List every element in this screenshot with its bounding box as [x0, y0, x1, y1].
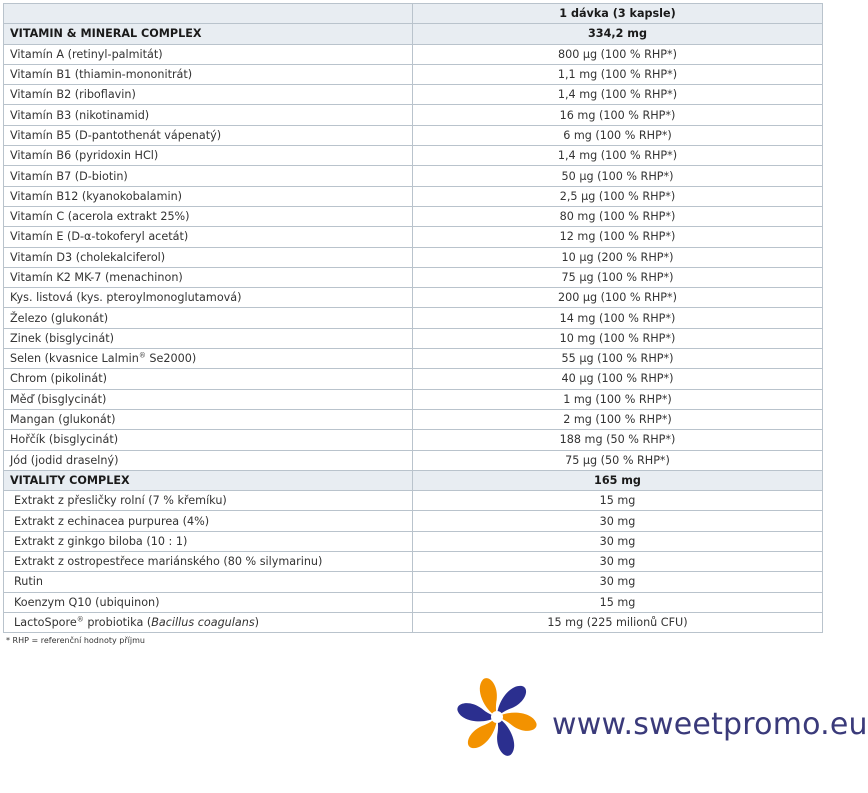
table-header-row — [4, 4, 823, 24]
ingredient-name-text: Měď (bisglycinát) — [10, 392, 107, 406]
ingredient-name — [4, 166, 413, 186]
ingredient-name-text: Rutin — [14, 575, 43, 589]
ingredient-name — [4, 612, 413, 632]
section-total: 165 mg — [413, 470, 823, 490]
table-row — [4, 369, 823, 389]
ingredient-amount: 188 mg (50 % RHP*) — [413, 430, 823, 450]
ingredient-name — [4, 206, 413, 226]
table-row — [4, 267, 823, 287]
ingredient-amount: 1 mg (100 % RHP*) — [413, 389, 823, 409]
ingredient-name-text: Železo (glukonát) — [10, 311, 109, 325]
ingredient-amount: 200 µg (100 % RHP*) — [413, 288, 823, 308]
nutrition-table-body — [4, 4, 823, 633]
table-row — [4, 389, 823, 409]
table-row — [4, 531, 823, 551]
ingredient-name-text: Vitamín B1 (thiamin-mononitrát) — [10, 68, 193, 82]
ingredient-amount: 30 mg — [413, 552, 823, 572]
table-row — [4, 552, 823, 572]
registered-mark: ® — [138, 351, 146, 360]
ingredient-name — [4, 511, 413, 531]
ingredient-amount: 2 mg (100 % RHP*) — [413, 409, 823, 429]
table-row — [4, 227, 823, 247]
flower-logo-icon — [452, 672, 542, 762]
logo-petal — [497, 686, 526, 717]
ingredient-amount: 10 µg (200 % RHP*) — [413, 247, 823, 267]
ingredient-name — [4, 267, 413, 287]
section-title: VITALITY COMPLEX — [4, 470, 413, 490]
table-row — [4, 592, 823, 612]
ingredient-name-text: Chrom (pikolinát) — [10, 372, 107, 386]
ingredient-amount: 15 mg (225 milionů CFU) — [413, 612, 823, 632]
nutrition-table — [3, 3, 823, 633]
table-row — [4, 125, 823, 145]
table-row — [4, 450, 823, 470]
footnote: * RHP = referenční hodnoty příjmu — [6, 636, 145, 645]
table-row — [4, 288, 823, 308]
ingredient-name — [4, 125, 413, 145]
ingredient-name — [4, 531, 413, 551]
ingredient-name-text: Vitamín C (acerola extrakt 25%) — [10, 210, 190, 224]
table-row — [4, 612, 823, 632]
ingredient-name — [4, 44, 413, 64]
sweetpromo-logo-mark — [452, 672, 542, 762]
table-row — [4, 64, 823, 84]
ingredient-name-text: Vitamín B7 (D-biotin) — [10, 169, 128, 183]
ingredient-amount: 1,1 mg (100 % RHP*) — [413, 64, 823, 84]
sweetpromo-url: www.sweetpromo.eu — [552, 707, 868, 742]
ingredient-name — [4, 491, 413, 511]
ingredient-name — [4, 105, 413, 125]
ingredient-amount: 1,4 mg (100 % RHP*) — [413, 85, 823, 105]
ingredient-name-text: Jód (jodid draselný) — [10, 453, 119, 467]
ingredient-name — [4, 409, 413, 429]
table-row — [4, 328, 823, 348]
ingredient-name — [4, 389, 413, 409]
ingredient-name-text: Hořčík (bisglycinát) — [10, 433, 119, 447]
table-row — [4, 349, 823, 369]
ingredient-name — [4, 64, 413, 84]
ingredient-amount: 30 mg — [413, 511, 823, 531]
ingredient-amount: 14 mg (100 % RHP*) — [413, 308, 823, 328]
ingredient-name-text: Extrakt z ostropestřece mariánského (80 % silymarinu) — [14, 555, 323, 569]
ingredient-name — [4, 349, 413, 369]
table-row — [4, 206, 823, 226]
table-row — [4, 308, 823, 328]
ingredient-name-text: Vitamín E (D-α-tokoferyl acetát) — [10, 230, 189, 244]
ingredient-amount: 2,5 µg (100 % RHP*) — [413, 186, 823, 206]
header-dose: 1 dávka (3 kapsle) — [413, 4, 823, 24]
ingredient-name — [4, 308, 413, 328]
ingredient-name-text: Vitamín B12 (kyanokobalamin) — [10, 189, 183, 203]
ingredient-name-text: Zinek (bisglycinát) — [10, 331, 114, 345]
table-row — [4, 105, 823, 125]
ingredient-amount: 30 mg — [413, 572, 823, 592]
ingredient-name — [4, 552, 413, 572]
table-row — [4, 166, 823, 186]
ingredient-name-text: Selen (kvasnice Lalmin — [10, 352, 139, 366]
ingredient-name-text: Vitamín B6 (pyridoxin HCl) — [10, 149, 159, 163]
ingredient-name-text: Extrakt z přesličky rolní (7 % křemíku) — [14, 494, 227, 508]
table-row — [4, 491, 823, 511]
ingredient-name — [4, 430, 413, 450]
section-header-row — [4, 24, 823, 44]
ingredient-amount: 15 mg — [413, 491, 823, 511]
ingredient-name-text: LactoSpore — [14, 616, 77, 630]
ingredient-name-text: Extrakt z ginkgo biloba (10 : 1) — [14, 534, 188, 548]
ingredient-name-text: Vitamín D3 (cholekalciferol) — [10, 250, 166, 264]
ingredient-amount: 12 mg (100 % RHP*) — [413, 227, 823, 247]
table-row — [4, 511, 823, 531]
ingredient-name — [4, 369, 413, 389]
table-row — [4, 44, 823, 64]
ingredient-amount: 800 µg (100 % RHP*) — [413, 44, 823, 64]
ingredient-amount: 15 mg — [413, 592, 823, 612]
ingredient-name-text: Kys. listová (kys. pteroylmonoglutamová) — [10, 291, 242, 305]
ingredient-name — [4, 85, 413, 105]
ingredient-amount: 16 mg (100 % RHP*) — [413, 105, 823, 125]
ingredient-name-text: Vitamín B5 (D-pantothenát vápenatý) — [10, 128, 222, 142]
table-row — [4, 186, 823, 206]
section-title: VITAMIN & MINERAL COMPLEX — [4, 24, 413, 44]
ingredient-name-text: Vitamín B2 (riboflavin) — [10, 88, 136, 102]
nutrition-table-wrapper — [3, 3, 823, 633]
header-col1 — [4, 4, 413, 24]
ingredient-amount: 55 µg (100 % RHP*) — [413, 349, 823, 369]
ingredient-name — [4, 572, 413, 592]
ingredient-name — [4, 186, 413, 206]
ingredient-amount: 40 µg (100 % RHP*) — [413, 369, 823, 389]
logo-petal — [468, 717, 497, 748]
table-row — [4, 146, 823, 166]
ingredient-name — [4, 328, 413, 348]
table-row — [4, 409, 823, 429]
ingredient-name — [4, 247, 413, 267]
ingredient-name-text: Koenzym Q10 (ubiquinon) — [14, 595, 160, 609]
ingredient-name — [4, 450, 413, 470]
ingredient-amount: 75 µg (100 % RHP*) — [413, 267, 823, 287]
ingredient-amount: 80 mg (100 % RHP*) — [413, 206, 823, 226]
ingredient-name — [4, 227, 413, 247]
ingredient-amount: 30 mg — [413, 531, 823, 551]
ingredient-amount: 1,4 mg (100 % RHP*) — [413, 146, 823, 166]
ingredient-name-rest: Se2000) — [145, 352, 197, 366]
ingredient-name-text: Vitamín K2 MK-7 (menachinon) — [10, 271, 183, 284]
logo-center — [491, 711, 503, 723]
table-row — [4, 247, 823, 267]
ingredient-name-text: Vitamín B3 (nikotinamid) — [10, 108, 150, 122]
ingredient-name — [4, 146, 413, 166]
table-row — [4, 85, 823, 105]
section-total: 334,2 mg — [413, 24, 823, 44]
ingredient-amount: 6 mg (100 % RHP*) — [413, 125, 823, 145]
table-row — [4, 430, 823, 450]
ingredient-name — [4, 288, 413, 308]
section-header-row — [4, 470, 823, 490]
ingredient-name — [4, 592, 413, 612]
ingredient-amount: 75 µg (50 % RHP*) — [413, 450, 823, 470]
ingredient-name-text: Mangan (glukonát) — [10, 413, 116, 427]
ingredient-amount: 10 mg (100 % RHP*) — [413, 328, 823, 348]
ingredient-name-text: Extrakt z echinacea purpurea (4%) — [14, 514, 210, 528]
ingredient-name-rest: probiotika ( — [83, 616, 152, 630]
registered-mark: ® — [76, 615, 84, 624]
ingredient-latin-name: Bacillus coagulans — [151, 616, 255, 630]
ingredient-name-end: ) — [254, 616, 260, 630]
ingredient-name-text: Vitamín A (retinyl-palmitát) — [10, 47, 163, 61]
table-row — [4, 572, 823, 592]
ingredient-amount: 50 µg (100 % RHP*) — [413, 166, 823, 186]
